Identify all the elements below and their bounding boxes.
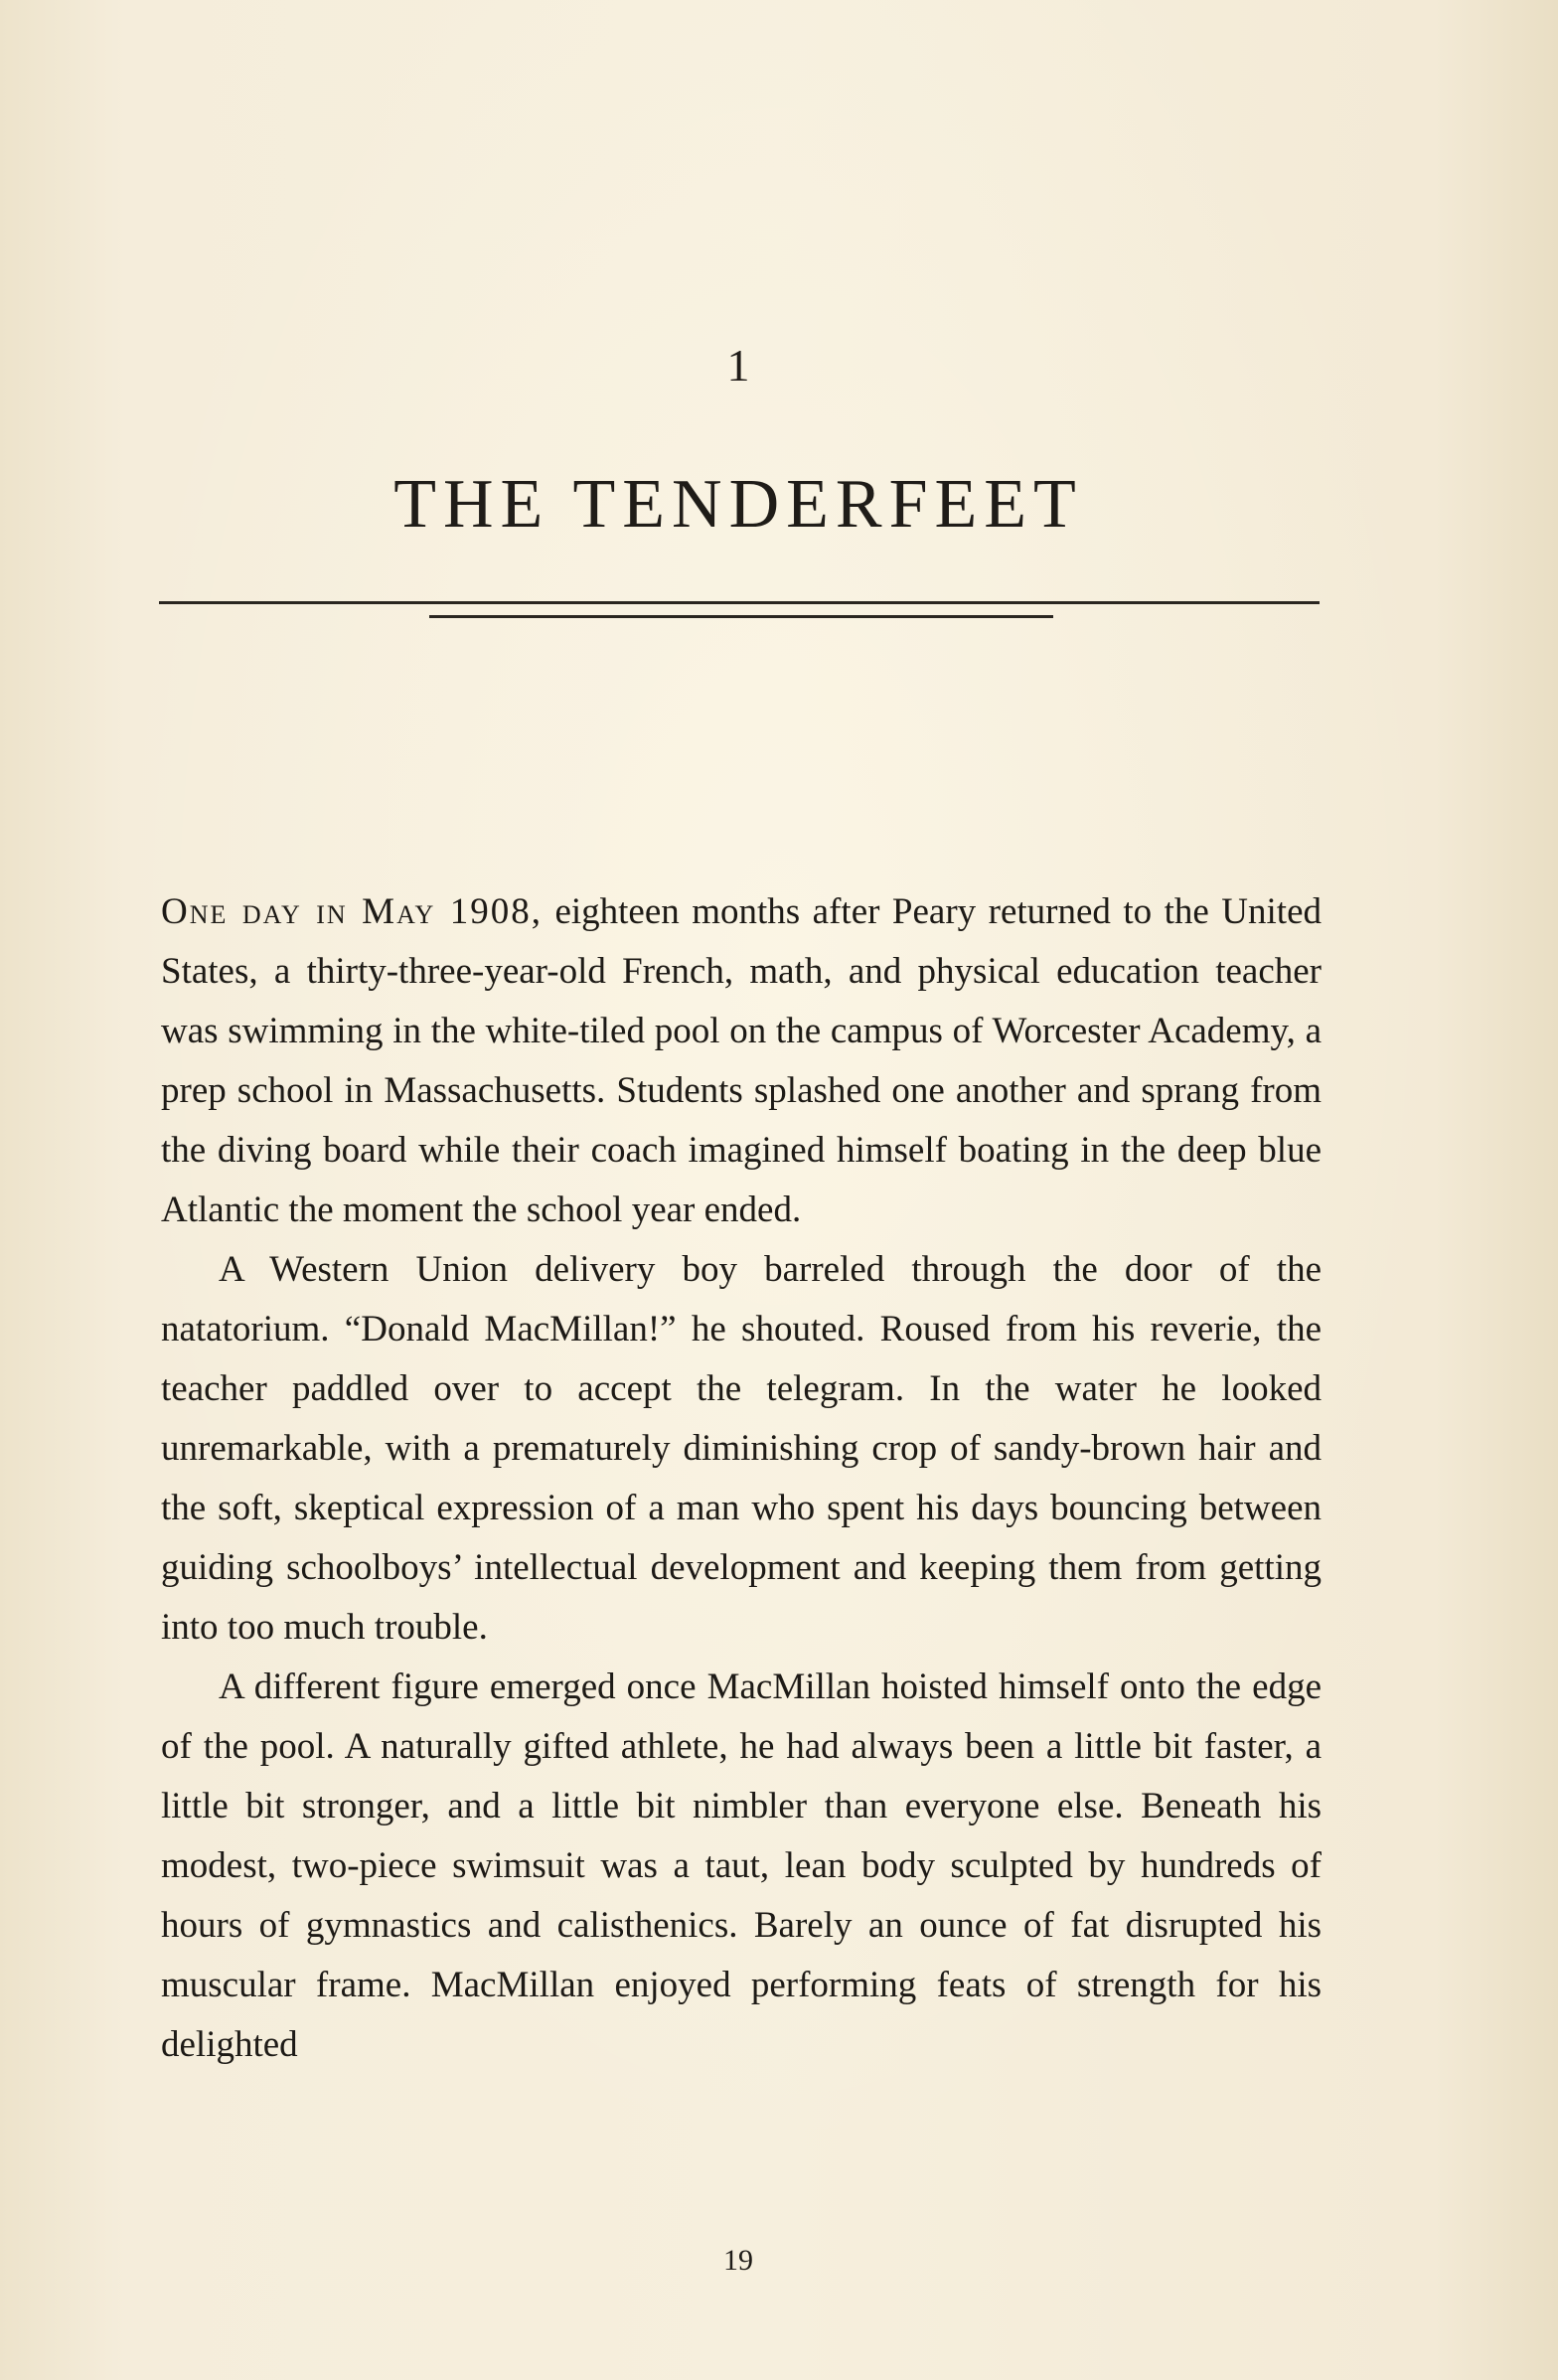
paragraph-1 [161, 882, 1322, 1240]
paragraph-1-text: eighteen months after Peary returned to the United States, a thirty-three-year-old French, math, and physical education teacher was swimming in the white-tiled pool on the campus of Worcester Academy, a prep school in Massachusetts. Students splashed one another and sprang from the diving board while their coach imagined himself boating in the deep blue Atlantic the moment the school year ended. [161, 891, 1322, 1230]
page-number: 19 [723, 2244, 753, 2277]
lead-in-small-caps: One day in May 1908, [161, 891, 543, 932]
paragraph-3: A different figure emerged once MacMillan hoisted himself onto the edge of the pool. A naturally gifted athlete, he had always been a little bit faster, a little bit stronger, and a little bit nimbler than everyone else. Beneath his modest, two-piece swimsuit was a taut, lean body sculpted by hundreds of hours of gymnastics and calisthenics. Barely an ounce of fat disrupted his muscular frame. MacMillan enjoyed performing feats of strength for his delighted [161, 1666, 1322, 2065]
title-rule-long [159, 601, 1320, 604]
chapter-number: 1 [726, 340, 750, 391]
body-text [161, 882, 1322, 2075]
chapter-title: THE TENDERFEET [393, 466, 1083, 543]
paragraph-2: A Western Union delivery boy barreled through the door of the natatorium. “Donald MacMillan!” he shouted. Roused from his reverie, the teacher paddled over to accept the telegram. In the water he looked unremarkable, with a prematurely diminishing crop of sandy-brown hair and the soft, skeptical expression of a man who spent his days bouncing between guiding schoolboys’ intellectual development and keeping them from getting into too much trouble. [161, 1249, 1322, 1648]
title-rule-short [429, 615, 1053, 618]
